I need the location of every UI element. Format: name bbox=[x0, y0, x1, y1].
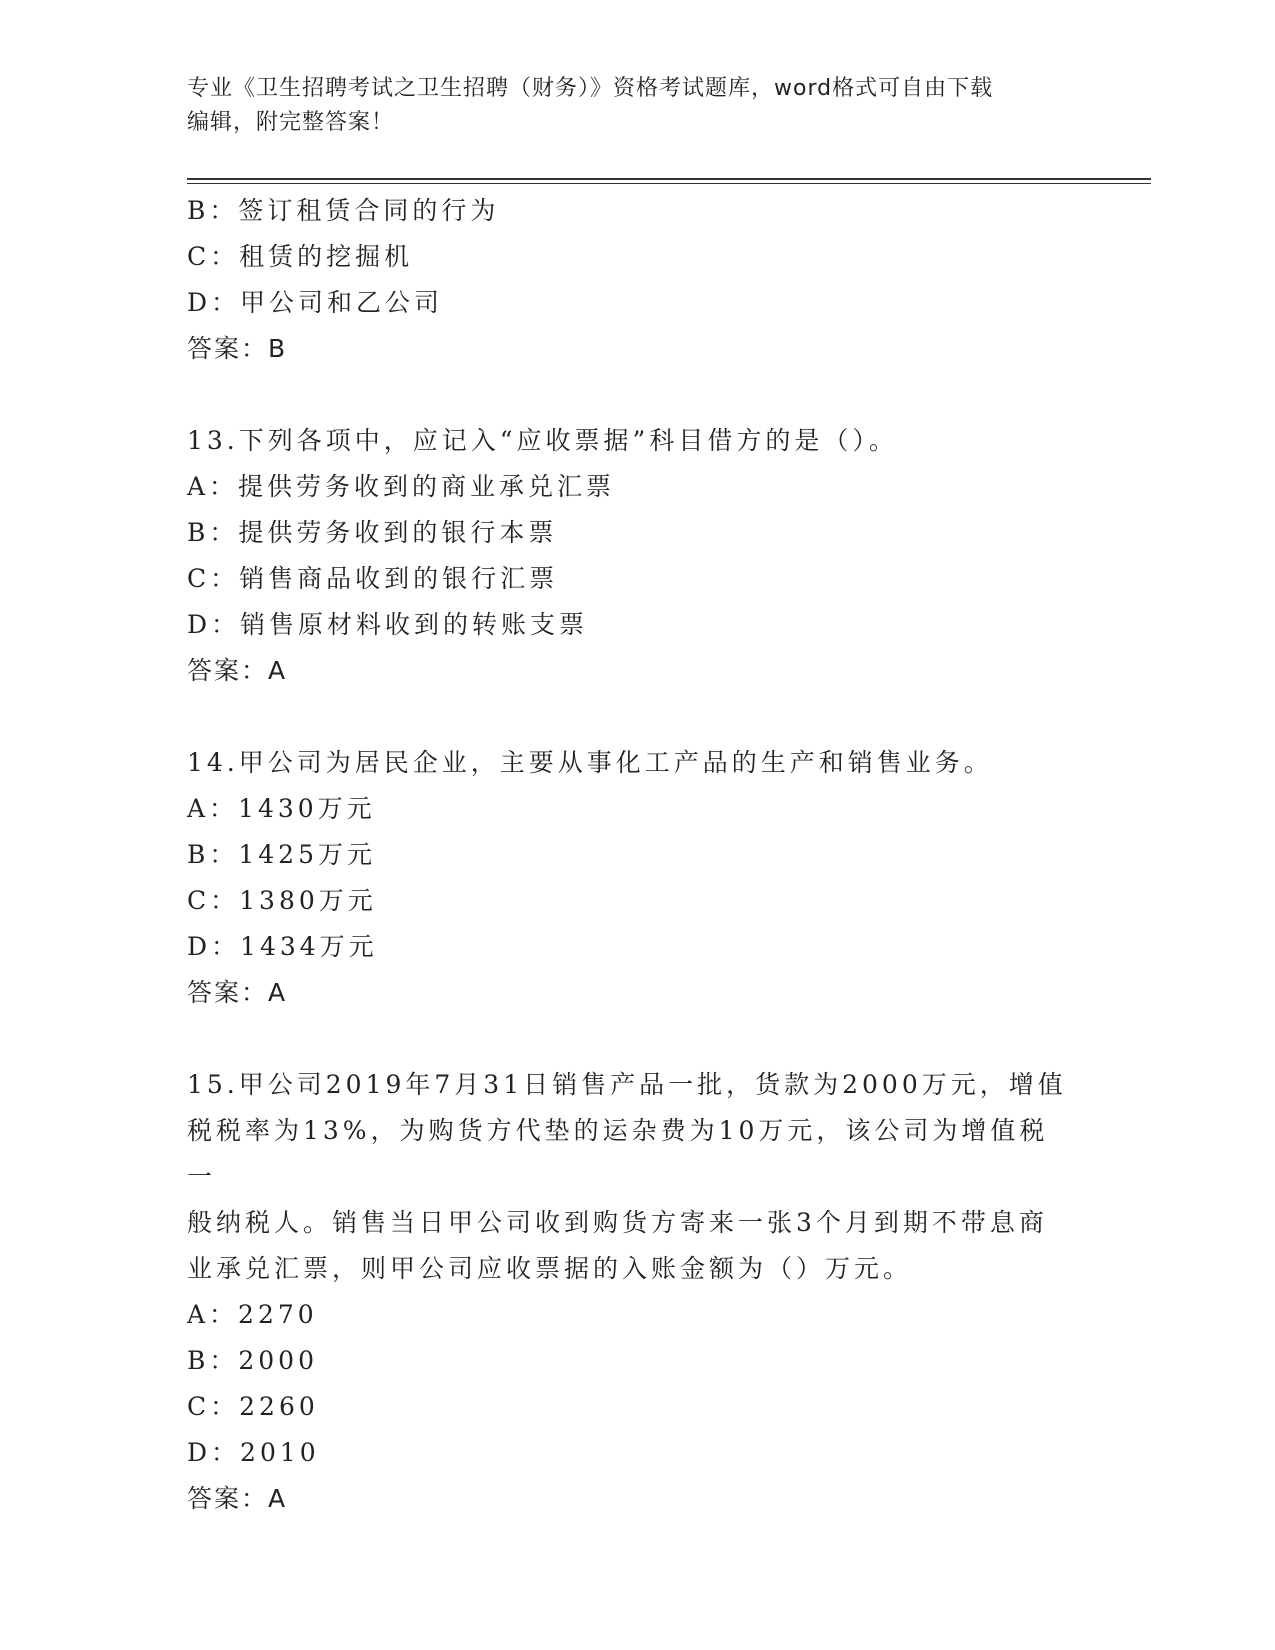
question-stem-line-1: 15.甲公司2019年7月31日销售产品一批，货款为2000万元，增值 bbox=[187, 1070, 1067, 1099]
question-stem-line-2: 税税率为13%，为购货方代垫的运杂费为10万元，该公司为增值税一 bbox=[187, 1116, 1049, 1191]
option-c: C：2260 bbox=[187, 1392, 319, 1421]
option-a: A：1430万元 bbox=[187, 794, 376, 823]
option-c: C：租赁的挖掘机 bbox=[187, 242, 414, 271]
question-stem: 14.甲公司为居民企业，主要从事化工产品的生产和销售业务。 bbox=[187, 748, 993, 777]
question-13 bbox=[187, 418, 1067, 694]
question-stem-line-4: 业承兑汇票，则甲公司应收票据的入账金额为（）万元。 bbox=[187, 1254, 913, 1283]
question-stem-line-3: 般纳税人。销售当日甲公司收到购货方寄来一张3个月到期不带息商 bbox=[187, 1208, 1048, 1237]
answer-label: 答案：A bbox=[187, 656, 288, 685]
option-b: B：签订租赁合同的行为 bbox=[187, 196, 500, 225]
question-14 bbox=[187, 740, 1067, 1016]
question-list bbox=[187, 188, 1067, 1522]
answer-label: 答案：B bbox=[187, 334, 288, 363]
option-c: C：1380万元 bbox=[187, 886, 377, 915]
option-d: D：1434万元 bbox=[187, 932, 378, 961]
spacer bbox=[187, 372, 1067, 418]
question-15 bbox=[187, 1062, 1067, 1522]
option-b: B：1425万元 bbox=[187, 840, 376, 869]
answer-label: 答案：A bbox=[187, 978, 288, 1007]
document-header bbox=[187, 72, 1067, 140]
header-divider-thick bbox=[187, 178, 1151, 180]
option-c: C：销售商品收到的银行汇票 bbox=[187, 564, 559, 593]
question-stem: 13.下列各项中，应记入“应收票据”科目借方的是（）。 bbox=[187, 426, 898, 455]
question-12-tail bbox=[187, 188, 1067, 372]
option-b: B：提供劳务收到的银行本票 bbox=[187, 518, 558, 547]
option-d: D：2010 bbox=[187, 1438, 320, 1467]
option-d: D：甲公司和乙公司 bbox=[187, 288, 444, 317]
header-line-1: 专业《卫生招聘考试之卫生招聘（财务）》资格考试题库，word格式可自由下载 bbox=[187, 76, 994, 101]
spacer bbox=[187, 1016, 1067, 1062]
option-a: A：2270 bbox=[187, 1300, 318, 1329]
option-d: D：销售原材料收到的转账支票 bbox=[187, 610, 589, 639]
spacer bbox=[187, 694, 1067, 740]
header-line-2: 编辑，附完整答案！ bbox=[187, 110, 395, 135]
header-divider-thin bbox=[187, 183, 1151, 184]
option-b: B：2000 bbox=[187, 1346, 318, 1375]
answer-label: 答案：A bbox=[187, 1484, 288, 1513]
option-a: A：提供劳务收到的商业承兑汇票 bbox=[187, 472, 616, 501]
